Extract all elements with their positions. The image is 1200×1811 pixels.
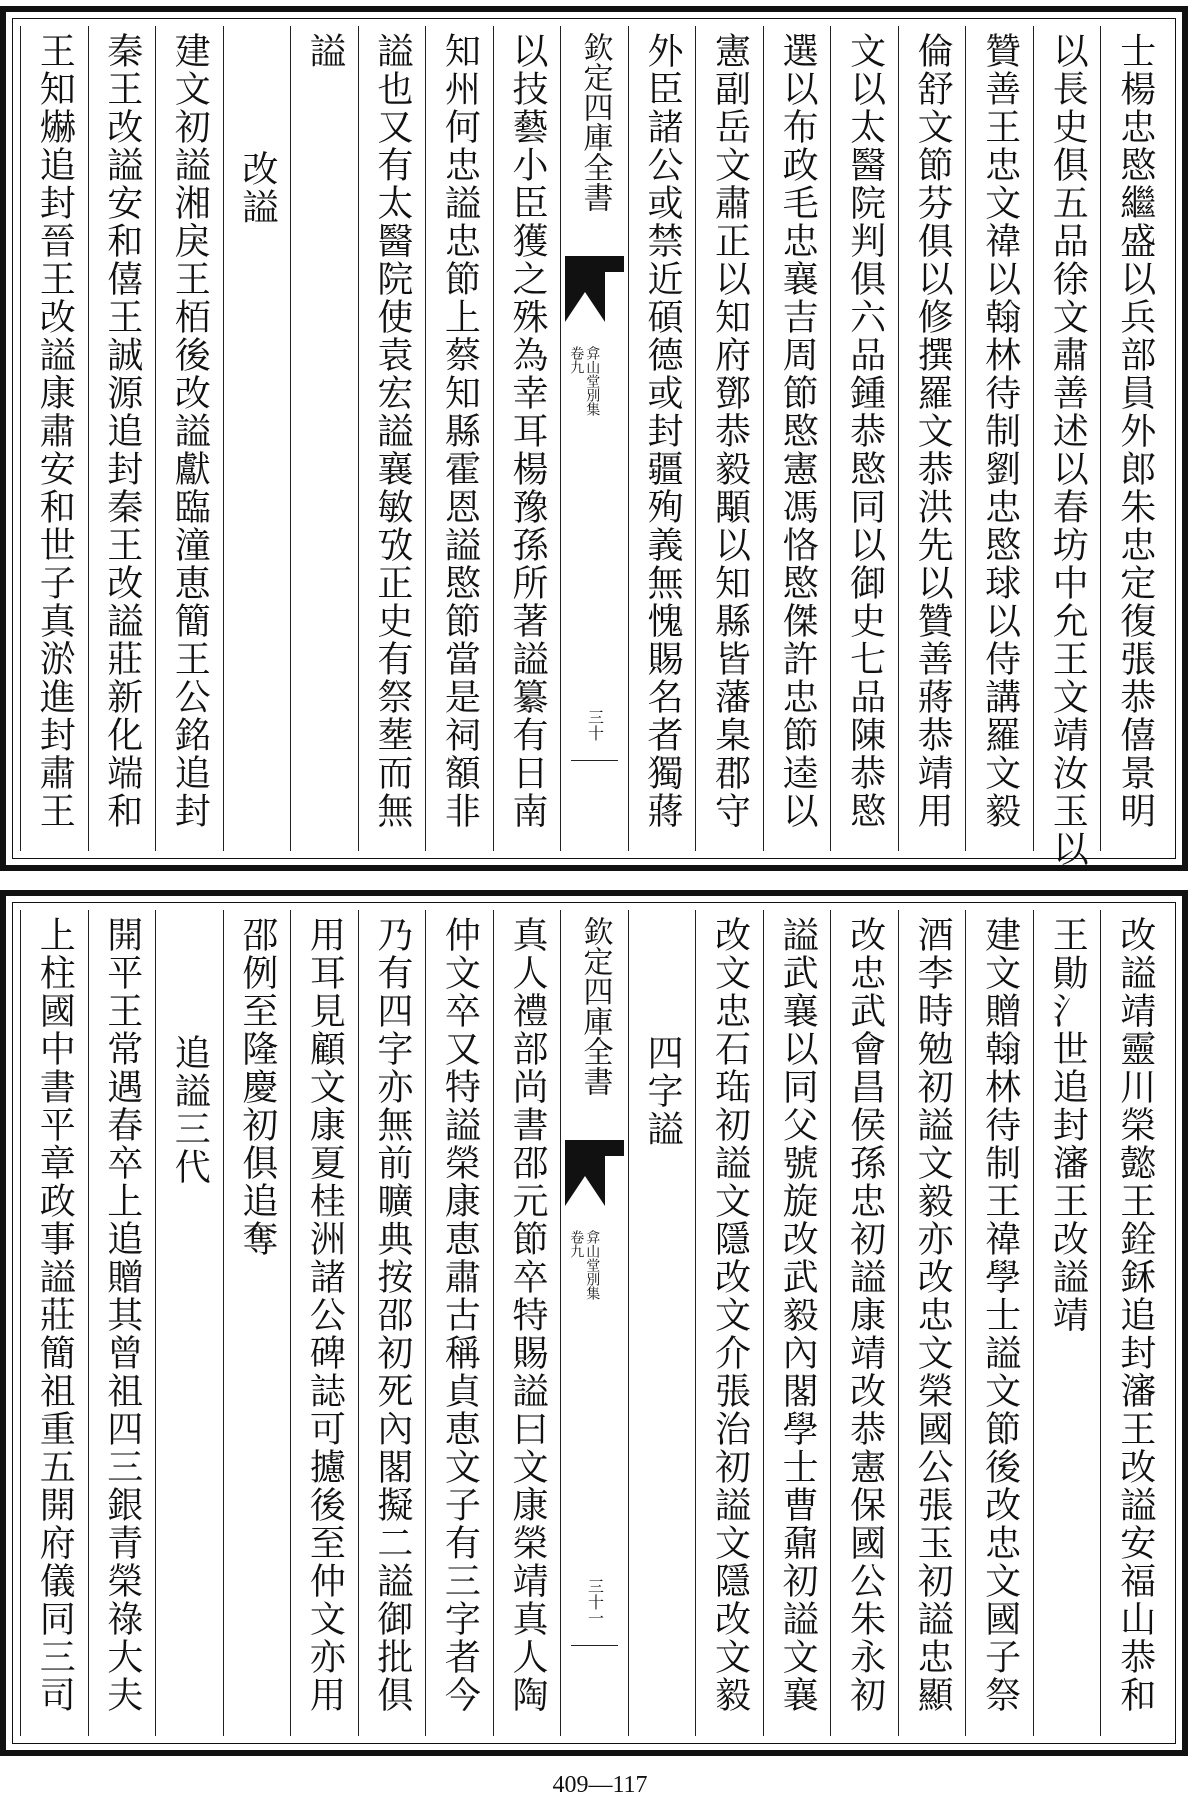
text-column [628,26,696,851]
text-column [223,910,291,1736]
column-text: 仲文卒又特謚榮康恵肅古稱貞恵文子有三字者今 [439,916,481,1714]
book-series-title: 欽定四庫全書 [577,916,613,1096]
fish-tail-band [565,1140,624,1156]
text-column [290,26,358,851]
column-text: 以長史俱五品徐文肅善述以春坊中允王文靖汝玉以 [1047,32,1089,868]
column-text: 真人禮部尚書邵元節卒特賜謚曰文康榮靖真人陶 [506,916,548,1714]
text-column [830,910,898,1736]
text-column [830,26,898,851]
text-column [763,910,831,1736]
text-column [628,910,696,1736]
column-text: 文以太醫院判俱六品鍾恭愍同以御史七品陳恭愍 [844,32,886,830]
folio-number: 三十 [585,709,605,741]
fish-tail-icon [565,1156,605,1216]
text-column [965,910,1033,1736]
column-text: 改忠武會昌侯孫忠初謚康靖改恭憲保國公朱永初 [844,916,886,1714]
column-text: 士楊忠愍繼盛以兵部員外郎朱忠定復張恭僖景明 [1114,32,1156,830]
fold-strip [560,26,628,851]
text-column [155,910,223,1736]
column-text: 建文初謚湘戾王栢後改謚獻臨潼恵簡王公銘追封 [169,32,211,830]
text-column [493,910,561,1736]
text-column [1033,26,1101,868]
column-text: 以技藝小臣獲之殊為幸耳楊豫孫所著謚纂有日南 [506,32,548,830]
book-title-note: 弇山堂別集 [584,1230,601,1300]
column-text: 秦王改謚安和僖王誠源追封秦王改謚莊新化端和 [101,32,143,830]
top-text-columns [20,26,1168,868]
text-column [223,26,291,851]
page-code-footer: 409—117 [552,1772,648,1798]
text-column [695,910,763,1736]
column-text: 乃有四字亦無前曠典按邵初死內閣擬二謚御批俱 [371,916,413,1714]
column-text: 外臣諸公或禁近碩德或封疆殉義無愧賜名者獨蔣 [642,32,683,830]
fish-tail-band [565,256,624,272]
column-text: 改謚 [236,150,278,226]
text-column [965,26,1033,851]
text-column [763,26,831,851]
volume-note: 卷九 [568,346,585,374]
text-column [898,26,966,851]
text-column [88,910,156,1736]
book-title-note: 弇山堂別集 [584,346,601,416]
fold-strip [560,910,628,1736]
text-column [20,26,88,851]
bottom-text-columns [20,910,1168,1736]
folio-number: 三十一 [585,1578,605,1626]
fish-tail-icon [565,272,605,332]
volume-note: 卷九 [568,1230,585,1258]
folio-rule [571,760,618,761]
column-text: 酒李時勉初謚文毅亦改忠文榮國公張玉初謚忠顯 [912,916,954,1714]
text-column [1100,910,1168,1736]
text-column [425,910,493,1736]
text-column [155,26,223,851]
column-text: 上柱國中書平章政事謚莊簡祖重五開府儀同三司 [34,916,76,1714]
column-text: 選以布政毛忠襄吉周節愍憲馮恪愍傑許忠節逵以 [777,32,819,830]
text-column [493,26,561,851]
column-text: 四字謚 [642,1034,683,1148]
text-column [88,26,156,851]
column-text: 王知爀追封晉王改謚康肅安和世子真淤進封肅王 [34,32,76,830]
text-column [1100,26,1168,851]
text-column [20,910,88,1736]
text-column [358,26,426,851]
column-text: 邵例至隆慶初俱追奪 [236,916,278,1258]
column-text: 王勛氵世追封瀋王改謚靖 [1047,916,1089,1334]
column-text: 憲副岳文肅正以知府鄧恭毅顒以知縣皆藩臬郡守 [709,32,751,830]
column-text: 知州何忠謚忠節上蔡知縣霍恩謚愍節當是祠額非 [439,32,481,830]
folio-rule [571,1645,618,1646]
text-column [898,910,966,1736]
column-text: 追謚三代 [169,1034,211,1186]
text-column [1033,910,1101,1736]
column-text: 改文忠石珤初謚文隱改文介張治初謚文隱改文毅 [709,916,751,1714]
bottom-page-panel [0,890,1188,1756]
column-text: 開平王常遇春卒上追贈其曾祖四三銀青榮祿大夫 [101,916,143,1714]
column-text: 建文贈翰林待制王禕學士謚文節後改忠文國子祭 [979,916,1021,1714]
text-column [358,910,426,1736]
column-text: 謚也又有太醫院使袁宏謚襄敏攷正史有祭塟而無 [371,32,413,830]
book-series-title: 欽定四庫全書 [577,32,613,212]
column-text: 改謚靖靈川榮懿王銓鉌追封瀋王改謚安福山恭和 [1114,916,1156,1714]
text-column [695,26,763,851]
column-text: 用耳見顧文康夏桂洲諸公碑誌可攄後至仲文亦用 [304,916,346,1714]
column-text: 贊善王忠文禕以翰林待制劉忠愍球以侍講羅文毅 [979,32,1021,830]
column-text: 倫舒文節芬俱以修撰羅文恭洪先以贊善蔣恭靖用 [912,32,954,830]
text-column [425,26,493,851]
text-column [290,910,358,1736]
top-page-panel [0,6,1188,871]
column-text: 謚武襄以同父號旋改武毅內閣學士曹鼐初謚文襄 [777,916,819,1714]
column-text: 謚 [304,32,346,70]
